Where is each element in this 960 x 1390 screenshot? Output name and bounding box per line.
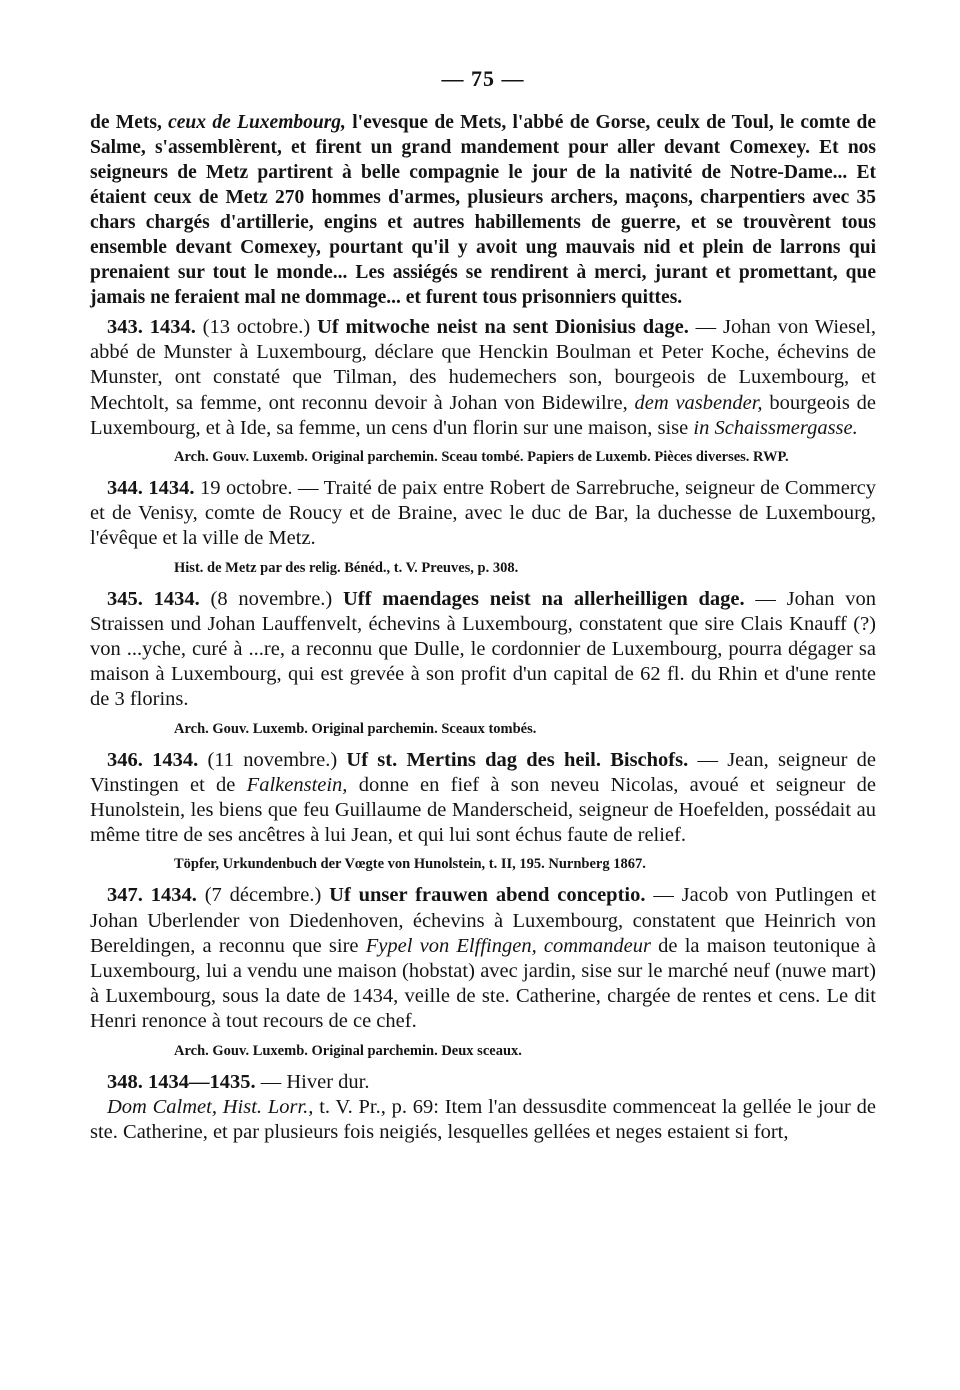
entry-date: (7 décembre.) <box>204 884 322 907</box>
entry-italic-citation: Dom Calmet, Hist. Lorr., <box>107 1095 314 1118</box>
entry-source: Arch. Gouv. Luxemb. Original parchemin. Sceau tombé. Papiers de Luxemb. Pièces diverses. RWP. <box>174 449 789 466</box>
entry-old-date: Uf st. Mertins dag des heil. Bischofs. <box>346 748 689 771</box>
entry-text <box>90 748 876 849</box>
entry-old-date: Uf mitwoche neist na sent Dionisius dage. <box>317 316 689 338</box>
page <box>90 62 876 1145</box>
entry-year: 1434. <box>153 587 200 610</box>
entry-text <box>90 476 876 552</box>
entry-source: Arch. Gouv. Luxemb. Original parchemin. Deux sceaux. <box>174 1042 522 1059</box>
entry-345 <box>90 587 876 739</box>
entry-year: 1434. <box>148 477 195 500</box>
entry-348 <box>90 1070 876 1146</box>
entry-date: 19 octobre. <box>199 477 293 500</box>
lead-paragraph <box>90 110 876 310</box>
entry-number: 346. <box>107 748 143 771</box>
lead-text-continued: l'evesque de Mets, l'abbé de Gorse, ceulx de Toul, le comte de Salme, s'assemblèrent, et firent un grand mandement pour aller devant Comexey. Et nos seigneurs de Metz partirent à belle compagnie le jour de la nativité de Notre-Dame... Et étaient ceux de Metz 270 hommes d'armes, plusieurs archers, maçons, charpentiers avec 35 chars chargés d'artillerie, engins et autres habillements de guerre, et se trouvèrent tous ensemble devant Comexey, pourtant qu'il y avoit ung mauvais nid et plein de larrons qui prenaient sur tout le monde... Les assiégés se rendirent à merci, jurant et promettant, que jamais ne feraient mal ne dommage... et furent tous prisonniers quittes. <box>90 112 876 308</box>
entry-text <box>90 883 876 1034</box>
entry-343 <box>90 315 876 467</box>
entry-number: 348. <box>107 1070 143 1093</box>
lead-text: de Mets, <box>90 112 169 133</box>
entry-quote <box>90 1095 876 1145</box>
entry-body: — Jean, seigneur de Vinstingen et de <box>90 748 876 796</box>
entry-body: — Traité de paix entre Robert de Sarrebruche, seigneur de Commercy et de Venisy, comte de Roucy et de Braine, avec le duc de Bar, la duchesse de Luxembourg, l'évêque et la ville de Metz. <box>90 477 876 550</box>
entry-344 <box>90 476 876 578</box>
entry-date: (13 octobre.) <box>202 316 311 338</box>
entry-text <box>90 315 876 441</box>
lead-italic: ceux de Luxembourg, <box>168 112 346 133</box>
entry-number: 347. <box>107 884 143 907</box>
entry-text <box>90 1070 876 1095</box>
page-number: — 75 — <box>441 66 525 91</box>
entry-source: Arch. Gouv. Luxemb. Original parchemin. Sceaux tombés. <box>174 720 537 737</box>
entry-source: Hist. de Metz par des relig. Bénéd., t. V. Preuves, p. 308. <box>174 559 519 576</box>
entry-346 <box>90 748 876 875</box>
entry-year: 1434. <box>149 316 196 338</box>
entry-year: 1434—1435. <box>148 1070 256 1093</box>
entry-body: — Johan von Straissen und Johan Lauffenvelt, échevins à Luxembourg, constatent que sire Clais Knauff (?) von ...yche, curé à ...re, a reconnu que Dulle, le cordonnier de Luxembourg, pourra dégager sa maison à Luxembourg, qui est grevée à son profit d'un capital de 62 fl. du Rhin et d'une rente de 3 florins. <box>90 587 876 711</box>
entry-number: 343. <box>107 316 143 338</box>
entry-italic: Falkenstein, <box>246 773 348 796</box>
entry-year: 1434. <box>150 884 197 907</box>
entry-body-continued: bourgeois de Luxembourg, et à Ide, sa femme, un cens d'un florin sur une maison, sise <box>90 391 876 439</box>
entry-date: (11 novembre.) <box>207 748 338 771</box>
entry-quote-text: t. V. Pr., p. 69: Item l'an dessusdite commenceat la gellée le jour de ste. Catherine, et par plusieurs fois neigiés, lesquelles gellées et neges estaient si fort, <box>90 1095 876 1144</box>
entry-body: — Hiver dur. <box>255 1070 370 1093</box>
entry-old-date: Uf unser frauwen abend conceptio. <box>329 884 646 907</box>
entry-body: — Jacob von Putlingen et Johan Uberlender von Diedenhoven, échevins à Luxembourg, constatent que Heinrich von Bereldingen, a reconnu que sire <box>90 884 877 957</box>
entry-347 <box>90 883 876 1060</box>
entry-number: 345. <box>107 587 143 610</box>
entry-year: 1434. <box>152 748 199 771</box>
entry-number: 344. <box>107 477 143 500</box>
entry-body-continued: de la maison teutonique à Luxembourg, lui a vendu une maison (hobstat) avec jardin, sise sur le marché neuf (nuwe mart) à Luxembourg, sous la date de 1434, veille de ste. Catherine, chargée de rentes et cens. Le dit Henri renonce à tout recours de ce chef. <box>90 934 877 1033</box>
entry-body-continued: donne en fief à son neveu Nicolas, avoué et seigneur de Hunolstein, les biens que feu Guillaume de Manderscheid, seigneur de Hoefelden, possédait au même titre de ses ancêtres à lui Jean, et qui lui sont échus faute de relief. <box>90 773 876 847</box>
entry-italic-2: in Schaissmergasse. <box>693 416 858 439</box>
entry-italic: dem vasbender, <box>634 391 763 414</box>
entry-source: Töpfer, Urkundenbuch der Vœgte von Hunolstein, t. II, 195. Nurnberg 1867. <box>174 856 646 873</box>
entry-date: (8 novembre.) <box>210 587 333 610</box>
entry-old-date: Uff maendages neist na allerheilligen dage. <box>343 587 745 610</box>
entry-body: — Johan von Wiesel, abbé de Munster à Luxembourg, déclare que Henckin Boulman et Peter Koche, échevins de Munster, ont constaté que Tilman, des hudemechers son, bourgeois de Luxembourg, et Mechtolt, sa femme, ont reconnu devoir à Johan von Bidewilre, <box>90 316 877 414</box>
entry-text <box>90 587 876 713</box>
entry-italic: Fypel von Elffingen, commandeur <box>365 934 651 957</box>
